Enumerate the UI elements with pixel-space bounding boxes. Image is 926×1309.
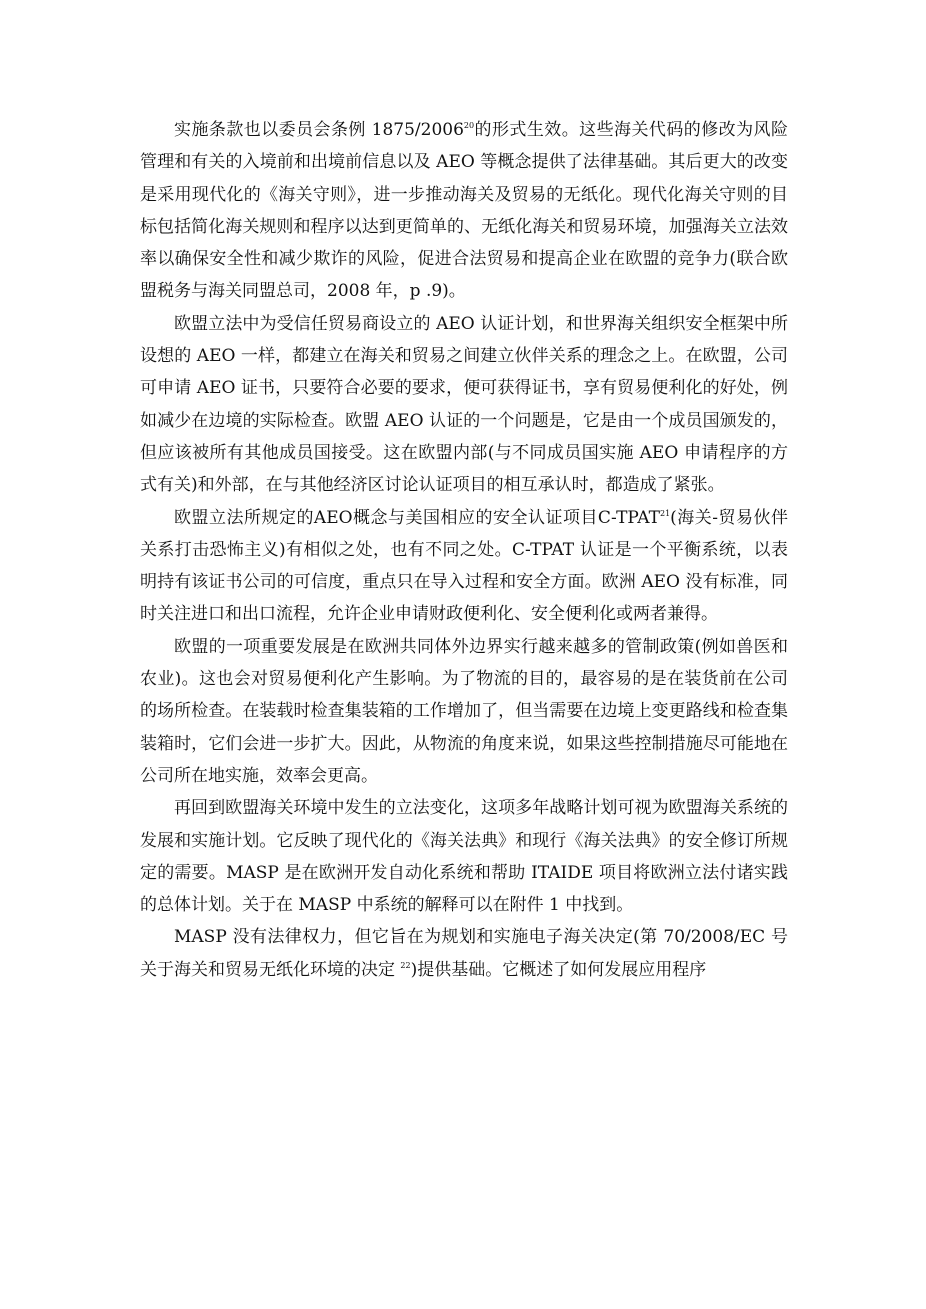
paragraph xyxy=(140,921,788,986)
paragraph-text: MASP 没有法律权力，但它旨在为规划和实施电子海关决定(第 70/2008/EC 号关于海关和贸易无纸化环境的决定 xyxy=(140,927,788,980)
paragraph-text: 欧盟立法所规定的AEO概念与美国相应的安全认证项目C-TPAT xyxy=(174,507,660,528)
footnote-marker[interactable]: 21 xyxy=(659,508,671,518)
paragraph-text: )提供基础。它概述了如何发展应用程序 xyxy=(410,959,707,980)
paragraph-text: 欧盟立法中为受信任贸易商设立的 AEO 认证计划，和世界海关组织安全框架中所设想的 AEO 一样，都建立在海关和贸易之间建立伙伴关系的理念之上。在欧盟，公司可申请 AEO 证书，只要符合必要的要求，便可获得证书，享有贸易便利化的好处，例如减少在边境的实际检查。欧盟 AEO 认证的一个问题是，它是由一个成员国颁发的，但应该被所有其他成员国接受。这在欧盟内部(与不同成员国实施 AEO 申请程序的方式有关)和外部，在与其他经济区讨论认证项目的相互承认时，都造成了紧张。 xyxy=(140,313,788,496)
paragraph xyxy=(140,631,788,792)
paragraph-text: 实施条款也以委员会条例 1875/2006 xyxy=(174,120,464,140)
footnote-marker[interactable]: 20 xyxy=(463,121,475,130)
paragraph xyxy=(140,114,788,308)
paragraph-text: 的形式生效。这些海关代码的修改为风险管理和有关的入境前和出境前信息以及 AEO 等概念提供了法律基础。其后更大的改变是采用现代化的《海关守则》，进一步推动海关及贸易的无纸化。现代化海关守则的目标包括简化海关规则和程序以达到更简单的、无纸化海关和贸易环境，加强海关立法效率以确保安全性和减少欺诈的风险，促进合法贸易和提高企业在欧盟的竞争力(联合欧盟税务与海关同盟总司，2008 年，p .9)。 xyxy=(140,120,788,302)
footnote-marker[interactable]: 22 xyxy=(400,960,411,970)
paragraph-text: 欧盟的一项重要发展是在欧洲共同体外边界实行越来越多的管制政策(例如兽医和农业)。这也会对贸易便利化产生影响。为了物流的目的，最容易的是在装货前在公司的场所检查。在装载时检查集装箱的工作增加了，但当需要在边境上变更路线和检查集装箱时，它们会进一步扩大。因此，从物流的角度来说，如果这些控制措施尽可能地在公司所在地实施，效率会更高。 xyxy=(140,636,788,786)
paragraph xyxy=(140,502,788,631)
paragraph xyxy=(140,308,788,502)
paragraph xyxy=(140,792,788,921)
document-body xyxy=(140,114,788,986)
paragraph-text: 再回到欧盟海关环境中发生的立法变化，这项多年战略计划可视为欧盟海关系统的发展和实施计划。它反映了现代化的《海关法典》和现行《海关法典》的安全修订所规定的需要。MASP 是在欧洲开发自动化系统和帮助 ITAIDE 项目将欧洲立法付诸实践的总体计划。关于在 MASP 中系统的解释可以在附件 1 中找到。 xyxy=(140,798,788,916)
paragraph-text: (海关-贸易伙伴关系打击恐怖主义)有相似之处，也有不同之处。C-TPAT 认证是一个平衡系统，以表明持有该证书公司的可信度，重点只在导入过程和安全方面。欧洲 AEO 没有标准，同时关注进口和出口流程，允许企业申请财政便利化、安全便利化或两者兼得。 xyxy=(140,507,788,625)
